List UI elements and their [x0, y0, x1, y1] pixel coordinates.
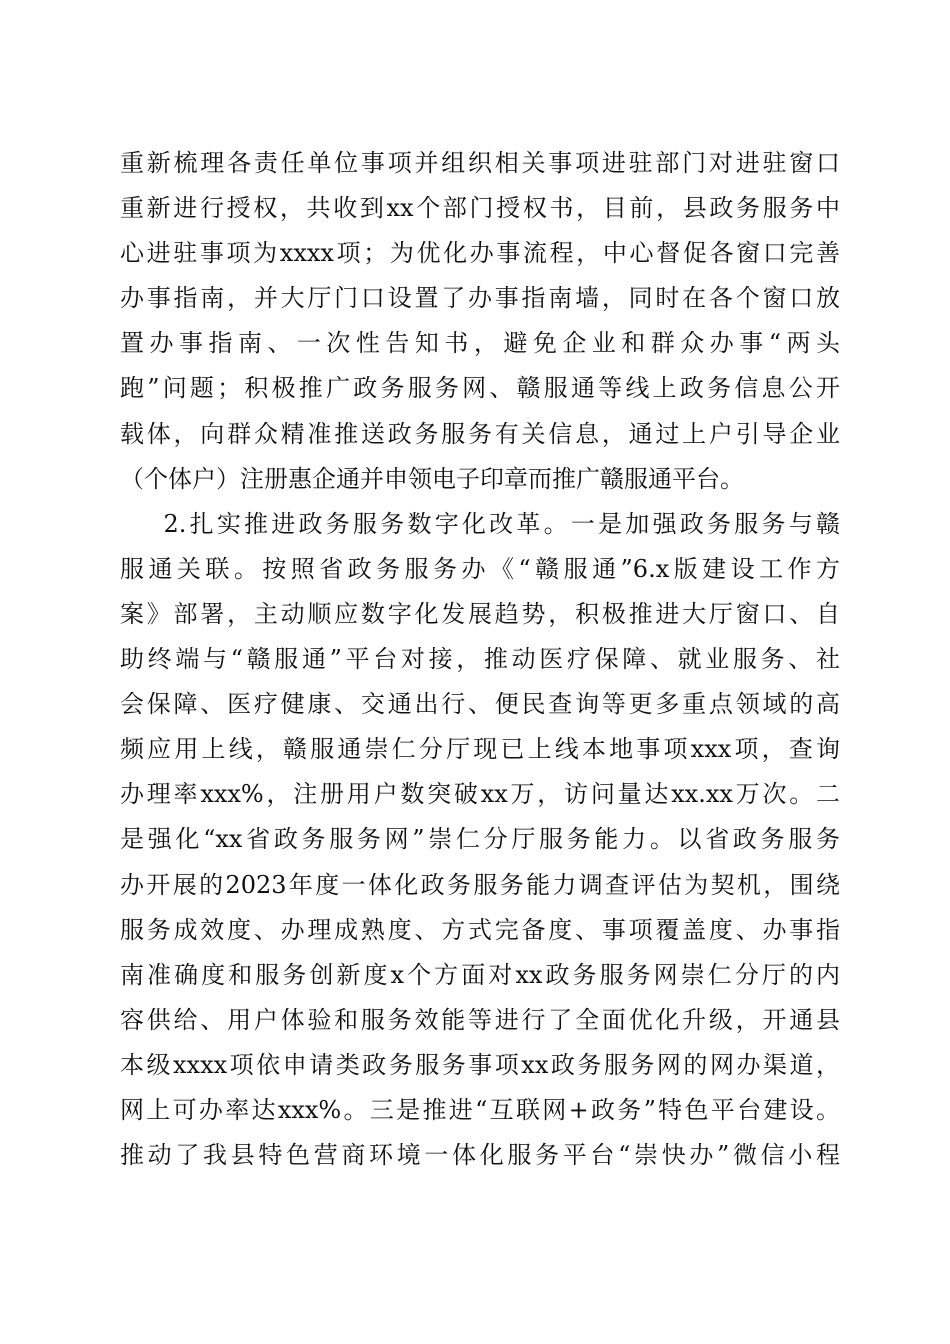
text-line: 置办事指南、一次性告知书，避免企业和群众办事“两头 — [120, 329, 840, 358]
text-line: 网上可办率达xxx%。三是推进“互联网+政务”特色平台建设。 — [120, 1095, 840, 1124]
text-line: 是强化“xx省政务服务网”崇仁分厅服务能力。以省政务服务 — [120, 825, 840, 854]
text-line: 办理率xxx%，注册用户数突破xx万，访问量达xx.xx万次。二 — [120, 780, 840, 809]
text-line: 本级xxxx项依申请类政务服务事项xx政务服务网的网办渠道， — [120, 1050, 840, 1079]
text-line: 重新梳理各责任单位事项并组织相关事项进驻部门对进驻窗口 — [120, 149, 840, 177]
text-line: 助终端与“赣服通”平台对接，推动医疗保障、就业服务、社 — [120, 645, 840, 674]
text-line: 办事指南，并大厅门口设置了办事指南墙，同时在各个窗口放 — [120, 284, 840, 313]
text-line: 办开展的2023年度一体化政务服务能力调查评估为契机，围绕 — [120, 870, 840, 899]
text-line: 案》部署，主动顺应数字化发展趋势，积极推进大厅窗口、自 — [120, 599, 840, 628]
text-line: 重新进行授权，共收到xx个部门授权书，目前，县政务服务中 — [120, 194, 840, 223]
body-text — [120, 141, 840, 1178]
text-line: 容供给、用户体验和服务效能等进行了全面优化升级，开通县 — [120, 1005, 840, 1034]
text-line: 会保障、医疗健康、交通出行、便民查询等更多重点领域的高 — [120, 690, 840, 719]
text-line: 载体，向群众精准推送政务服务有关信息，通过上户引导企业 — [120, 419, 840, 448]
text-line: 南准确度和服务创新度x个方面对xx政务服务网崇仁分厅的内 — [120, 960, 840, 989]
text-line: 服务成效度、办理成熟度、方式完备度、事项覆盖度、办事指 — [120, 915, 840, 944]
text-line: 跑”问题；积极推广政务服务网、赣服通等线上政务信息公开 — [120, 374, 840, 403]
text-line: 频应用上线，赣服通崇仁分厅现已上线本地事项xxx项，查询 — [120, 735, 840, 764]
text-line: （个体户）注册惠企通并申领电子印章而推广赣服通平台。 — [120, 464, 744, 493]
text-line: 推动了我县特色营商环境一体化服务平台“崇快办”微信小程 — [120, 1141, 840, 1170]
text-line: 服通关联。按照省政务服务办《“赣服通”6.x版建设工作方 — [120, 554, 840, 583]
paragraph-heading-line: 2.扎实推进政务服务数字化改革。一是加强政务服务与赣 — [120, 509, 840, 538]
text-line: 心进驻事项为xxxx项；为优化办事流程，中心督促各窗口完善 — [120, 239, 840, 268]
